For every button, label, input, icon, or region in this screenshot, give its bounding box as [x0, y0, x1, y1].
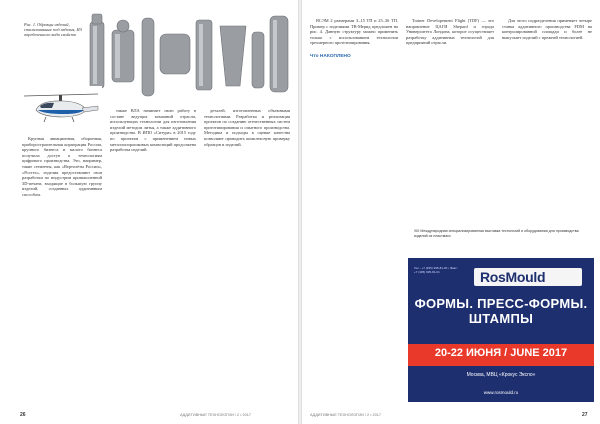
left-column-2	[110, 108, 196, 398]
left-page	[0, 0, 298, 424]
helicopter-photo	[22, 86, 102, 130]
paragraph: также ВЛА начинает свою работу в составе ведущих компаний отрасли, использующих технологии для изготовления изделий методом литья, а также аддитивного производства. В ИПО «Ситура» в 2015 году по проектам с применением новых металлопорошковых композиций продолжена разработка изделий.	[110, 108, 196, 153]
paragraph: ВСЭМ 2 размерами 3–15 ТП и 25–36 ТП. Пример с изделиями ТВ-Мерид предложен на рис. 4. Данную структуру можно применить только с использованием технологии трехмерного прототипирования.	[310, 18, 398, 46]
advert-title: ФОРМЫ. ПРЕСС-ФОРМЫ. ШТАМПЫ	[414, 296, 588, 326]
left-column-3	[204, 108, 290, 398]
page-number: 27	[582, 412, 588, 418]
advert-url[interactable]: www.rosmould.ru	[483, 390, 519, 395]
page-footer: АДДИТИВНЫЕ ТЕХНОЛОГИИ / 2 • 2017	[310, 413, 381, 417]
right-column-3	[502, 18, 592, 218]
right-column-1	[310, 18, 398, 218]
advert-contacts: Тел.: +7 (495) 935-81-00 • Факс: +7 (495) 935-81-01	[414, 266, 458, 274]
paragraph: Для этого подразделения применяет четыре станка аддитивного производства FDM на контролированной площади и более не выпускает изделий с прежней технологией.	[502, 18, 592, 40]
figure-caption: Рис. 1. Образцы изделий, стилизованные под изделия, ИЗ определенного вида свойств	[24, 22, 82, 38]
advert-date: 20-22 ИЮНЯ / JUNE 2017	[434, 347, 568, 359]
page-number: 26	[20, 412, 26, 418]
rosmould-advert[interactable]	[408, 224, 594, 402]
tools-photo	[84, 10, 294, 102]
advert-header-text: XIII Международная специализированная выставка технологий и оборудования для производства изделий из пластмасс	[414, 229, 579, 238]
rosmould-logo	[474, 268, 582, 286]
section-heading: Что НАКОПЛЕНО	[310, 53, 351, 59]
page-footer: АДДИТИВНЫЕ ТЕХНОЛОГИИ / 2 • 2017	[180, 413, 251, 417]
advert-header-line	[408, 258, 594, 260]
paragraph: Крупная авиационная, оборонная, приборостроительная корпорация России, крупного бизнеса и малого бизнеса получила доступ к технологиям цифрового производства. Это, например, такие сегменты, как «Вертолёты России», «Ростех», изделия предоставляют свои разработки по индустрии промышленной 3D-печати, входящие в большую группу изделий, созданных аддитивным способом.	[22, 136, 102, 197]
right-column-2	[406, 18, 494, 218]
paragraph: Trainer Developement Flight (TDF) — это направление ЦАГИ Shepard и города Университета Лондона, которое осуществляет разработку аддитивных технологий для предприятий отрасли.	[406, 18, 494, 46]
left-column-1	[22, 136, 102, 398]
logo-text: RosMould	[480, 269, 546, 285]
advert-venue: Москва, МВЦ «Крокус Экспо»	[466, 372, 536, 378]
paragraph: деталей, изготовленных объемными технологиями. Разработка и реализация проектов по созданию отечественных систем прототипирования и опытного производства. Методика и подходы к оценке качества позволяют проводить комплексную проверку образцов и изделий.	[204, 108, 290, 147]
